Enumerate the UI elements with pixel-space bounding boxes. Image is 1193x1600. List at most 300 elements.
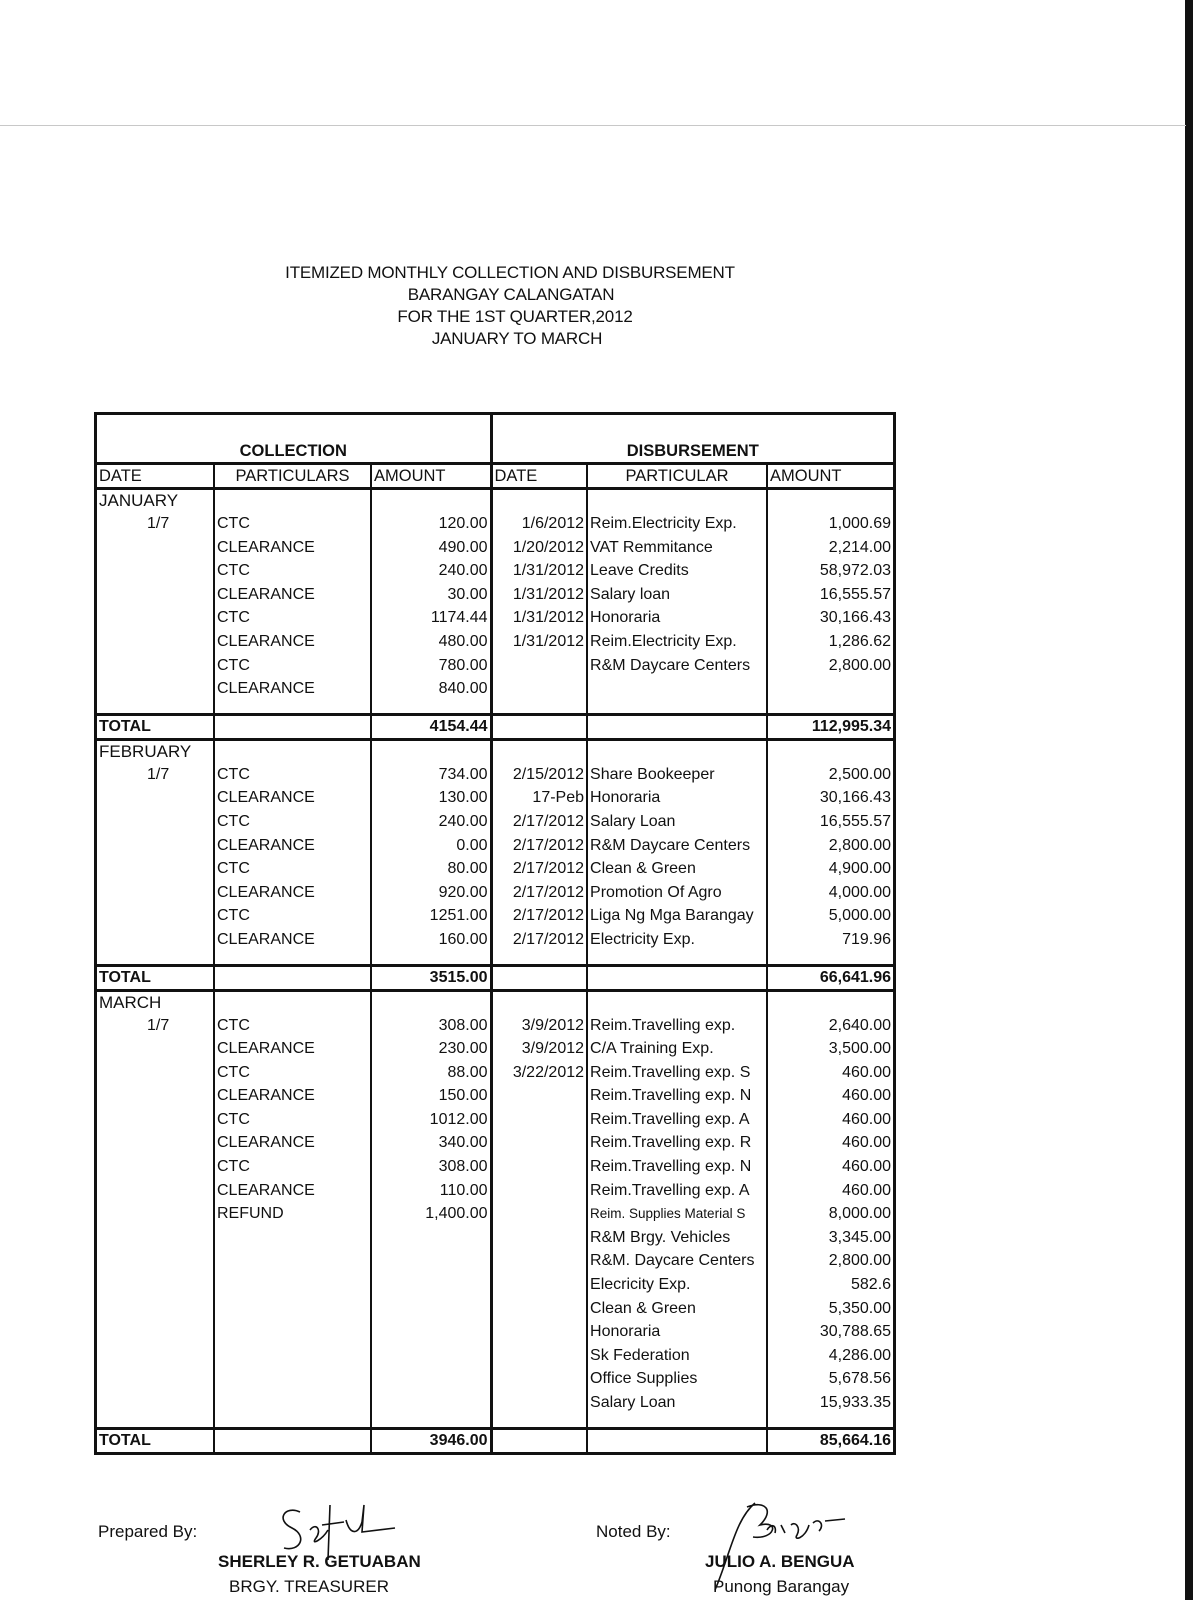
empty-cell [214, 990, 371, 1014]
collection-particulars [214, 1273, 371, 1297]
document-title [230, 262, 790, 350]
collection-section-header: COLLECTION [97, 415, 491, 464]
spacer-row [97, 701, 893, 715]
collection-particulars: CLEARANCE [214, 928, 371, 952]
disbursement-date [491, 1226, 587, 1250]
collection-total: 3515.00 [371, 965, 491, 990]
disbursement-particular: Reim.Travelling exp. A [587, 1179, 767, 1203]
disbursement-particular: Reim.Travelling exp. R [587, 1131, 767, 1155]
collection-particulars: CTC [214, 1061, 371, 1085]
disbursement-amount: 460.00 [842, 1158, 892, 1176]
collection-particulars: CLEARANCE [214, 834, 371, 858]
collection-date: 1/7 [97, 763, 214, 787]
table-row [97, 1297, 893, 1321]
disbursement-date [491, 1179, 587, 1203]
empty-cell [491, 1415, 587, 1429]
empty-cell [214, 714, 371, 739]
collection-particulars: CLEARANCE [214, 536, 371, 560]
empty-cell [97, 1273, 214, 1297]
collection-amount: 80.00 [371, 857, 491, 881]
disbursement-amount: 582.6 [851, 1276, 892, 1294]
disbursement-date [491, 1084, 587, 1108]
col-header-disbursement-date: DATE [491, 464, 587, 489]
collection-particulars: CTC [214, 1108, 371, 1132]
scan-fold-line [0, 125, 1186, 126]
empty-cell [97, 1320, 214, 1344]
collection-amount [371, 1391, 491, 1415]
collection-particulars: CLEARANCE [214, 1179, 371, 1203]
disbursement-date: 2/17/2012 [491, 834, 587, 858]
table-row [97, 857, 893, 881]
disbursement-particular: Clean & Green [587, 1297, 767, 1321]
empty-cell [97, 834, 214, 858]
month-name: FEBRUARY [97, 739, 214, 763]
disbursement-particular: Reim.Travelling exp. N [587, 1084, 767, 1108]
empty-cell [97, 904, 214, 928]
empty-cell [214, 489, 371, 513]
disbursement-amount: 460.00 [842, 1110, 892, 1128]
empty-cell [97, 810, 214, 834]
empty-cell [587, 739, 767, 763]
empty-cell [97, 630, 214, 654]
empty-cell [767, 952, 893, 966]
disbursement-date [491, 1297, 587, 1321]
disbursement-amount: 4,286.00 [828, 1346, 892, 1364]
table-row [97, 1391, 893, 1415]
collection-total: 3946.00 [371, 1428, 491, 1452]
disbursement-particular: R&M Daycare Centers [587, 834, 767, 858]
collection-particulars: CLEARANCE [214, 1084, 371, 1108]
disbursement-particular: Reim.Travelling exp. S [587, 1061, 767, 1085]
disbursement-particular: Honoraria [587, 786, 767, 810]
disbursement-particular: Reim.Travelling exp. [587, 1014, 767, 1038]
col-header-collection-date: DATE [97, 464, 214, 489]
disbursement-amount: 460.00 [842, 1134, 892, 1152]
empty-cell [97, 1367, 214, 1391]
disbursement-particular [587, 677, 767, 701]
empty-cell [587, 990, 767, 1014]
disbursement-amount [767, 677, 893, 701]
collection-amount: 130.00 [371, 786, 491, 810]
empty-cell [97, 654, 214, 678]
table-row [97, 1014, 893, 1038]
collection-date: 1/7 [97, 512, 214, 536]
table-row [97, 677, 893, 701]
table-row [97, 1367, 893, 1391]
disbursement-amount: 30,166.43 [819, 789, 892, 807]
empty-cell [97, 1391, 214, 1415]
collection-amount: 240.00 [371, 559, 491, 583]
disbursement-date [491, 1367, 587, 1391]
empty-cell [97, 1202, 214, 1226]
disbursement-amount: 8,000.00 [828, 1205, 892, 1223]
empty-cell [491, 990, 587, 1014]
collection-amount: 734.00 [371, 763, 491, 787]
collection-amount: 160.00 [371, 928, 491, 952]
table-row [97, 1179, 893, 1203]
disbursement-particular: Office Supplies [587, 1367, 767, 1391]
empty-cell [491, 739, 587, 763]
col-header-disbursement-amount: AMOUNT [767, 464, 893, 489]
disbursement-date [491, 1131, 587, 1155]
collection-particulars: CLEARANCE [214, 786, 371, 810]
collection-amount: 240.00 [371, 810, 491, 834]
spacer-row [97, 952, 893, 966]
disbursement-particular: Salary Loan [587, 810, 767, 834]
disbursement-amount: 2,500.00 [828, 765, 892, 783]
empty-cell [97, 1226, 214, 1250]
table-row [97, 1320, 893, 1344]
treasurer-name: SHERLEY R. GETUABAN [218, 1552, 421, 1571]
disbursement-amount: 460.00 [842, 1063, 892, 1081]
collection-particulars: CLEARANCE [214, 583, 371, 607]
disbursement-particular: Promotion Of Agro [587, 881, 767, 905]
collection-particulars [214, 1367, 371, 1391]
empty-cell [371, 952, 491, 966]
collection-amount: 120.00 [371, 512, 491, 536]
collection-particulars: CLEARANCE [214, 1037, 371, 1061]
collection-amount: 920.00 [371, 881, 491, 905]
empty-cell [587, 952, 767, 966]
empty-cell [587, 1428, 767, 1452]
collection-particulars: CTC [214, 810, 371, 834]
disbursement-particular: Honoraria [587, 1320, 767, 1344]
collection-particulars: CLEARANCE [214, 881, 371, 905]
empty-cell [767, 701, 893, 715]
disbursement-date: 1/6/2012 [491, 512, 587, 536]
collection-amount: 480.00 [371, 630, 491, 654]
empty-cell [97, 606, 214, 630]
disbursement-date: 2/17/2012 [491, 857, 587, 881]
disbursement-amount: 719.96 [842, 930, 892, 948]
disbursement-particular: Honoraria [587, 606, 767, 630]
collection-particulars [214, 1391, 371, 1415]
disbursement-amount: 2,214.00 [828, 538, 892, 556]
empty-cell [97, 1249, 214, 1273]
empty-cell [491, 714, 587, 739]
table-row [97, 583, 893, 607]
empty-cell [214, 952, 371, 966]
empty-cell [97, 536, 214, 560]
disbursement-date: 3/22/2012 [491, 1061, 587, 1085]
disbursement-date: 1/31/2012 [491, 559, 587, 583]
disbursement-date: 2/17/2012 [491, 928, 587, 952]
disbursement-date [491, 1202, 587, 1226]
collection-amount: 1251.00 [371, 904, 491, 928]
table-row [97, 512, 893, 536]
disbursement-date: 17-Peb [491, 786, 587, 810]
disbursement-section-header: DISBURSEMENT [626, 442, 759, 460]
collection-amount: 308.00 [371, 1155, 491, 1179]
collection-amount: 780.00 [371, 654, 491, 678]
empty-cell [97, 1037, 214, 1061]
disbursement-particular: Reim. Supplies Material S [587, 1202, 767, 1226]
collection-amount: 0.00 [371, 834, 491, 858]
table-row [97, 904, 893, 928]
empty-cell [491, 952, 587, 966]
empty-cell [587, 701, 767, 715]
table-row [97, 1202, 893, 1226]
disbursement-date: 2/17/2012 [491, 881, 587, 905]
disbursement-amount: 5,678.56 [828, 1370, 892, 1388]
disbursement-amount: 460.00 [842, 1181, 892, 1199]
month-name: JANUARY [97, 489, 214, 513]
table-row [97, 1344, 893, 1368]
collection-amount: 1174.44 [371, 606, 491, 630]
empty-cell [97, 1344, 214, 1368]
collection-amount: 308.00 [371, 1014, 491, 1038]
disbursement-particular: Salary Loan [587, 1391, 767, 1415]
empty-cell [97, 952, 214, 966]
disbursement-amount: 1,286.62 [828, 632, 892, 650]
collection-particulars: CTC [214, 512, 371, 536]
table-row [97, 1084, 893, 1108]
disbursement-date: 3/9/2012 [491, 1037, 587, 1061]
disbursement-amount: 16,555.57 [819, 585, 892, 603]
collection-particulars: CTC [214, 654, 371, 678]
table-row [97, 1273, 893, 1297]
col-header-disbursement-particular: PARTICULAR [587, 464, 767, 489]
disbursement-particular: Clean & Green [587, 857, 767, 881]
collection-particulars [214, 1344, 371, 1368]
empty-cell [491, 489, 587, 513]
scan-border [1185, 0, 1193, 1600]
empty-cell [587, 1415, 767, 1429]
disbursement-amount: 1,000.69 [828, 515, 892, 532]
empty-cell [97, 583, 214, 607]
disbursement-amount: 15,933.35 [819, 1394, 892, 1411]
disbursement-date [491, 1155, 587, 1179]
table-row [97, 1155, 893, 1179]
disbursement-particular: Salary loan [587, 583, 767, 607]
collection-particulars: CLEARANCE [214, 630, 371, 654]
disbursement-amount: 5,350.00 [828, 1299, 892, 1317]
disbursement-particular: Reim.Electricity Exp. [587, 512, 767, 536]
disbursement-date: 1/31/2012 [491, 630, 587, 654]
total-row [97, 714, 893, 739]
collection-amount [371, 1344, 491, 1368]
collection-particulars [214, 1226, 371, 1250]
table-row [97, 1061, 893, 1085]
empty-cell [587, 489, 767, 513]
collection-amount: 1,400.00 [371, 1202, 491, 1226]
disbursement-date [491, 1320, 587, 1344]
disbursement-total: 85,664.16 [767, 1428, 893, 1452]
collection-particulars: CLEARANCE [214, 1131, 371, 1155]
table-row [97, 1037, 893, 1061]
disbursement-date: 1/31/2012 [491, 583, 587, 607]
disbursement-amount: 16,555.57 [819, 812, 892, 830]
disbursement-date: 3/9/2012 [491, 1014, 587, 1038]
col-header-collection-amount: AMOUNT [371, 464, 491, 489]
collection-particulars: CTC [214, 1155, 371, 1179]
empty-cell [97, 559, 214, 583]
collection-amount [371, 1320, 491, 1344]
collection-particulars: CTC [214, 559, 371, 583]
disbursement-particular: Reim.Travelling exp. A [587, 1108, 767, 1132]
collection-date: 1/7 [97, 1014, 214, 1038]
table-row [97, 810, 893, 834]
disbursement-date [491, 1108, 587, 1132]
empty-cell [491, 701, 587, 715]
disbursement-date: 2/15/2012 [491, 763, 587, 787]
collection-particulars [214, 1297, 371, 1321]
empty-cell [97, 1297, 214, 1321]
disbursement-total: 112,995.34 [767, 714, 893, 739]
table-row [97, 559, 893, 583]
table-row [97, 763, 893, 787]
disbursement-amount: 3,345.00 [828, 1228, 892, 1246]
empty-cell [97, 1108, 214, 1132]
collection-amount: 1012.00 [371, 1108, 491, 1132]
total-label: TOTAL [97, 714, 214, 739]
prepared-by-label: Prepared By: [98, 1522, 198, 1541]
collection-amount: 340.00 [371, 1131, 491, 1155]
empty-cell [214, 739, 371, 763]
collection-particulars: CTC [214, 763, 371, 787]
empty-cell [97, 881, 214, 905]
month-header-row [97, 489, 893, 513]
disbursement-amount: 4,000.00 [828, 883, 892, 901]
title-line-4: JANUARY TO MARCH [431, 329, 603, 348]
empty-cell [767, 990, 893, 1014]
treasurer-role: BRGY. TREASURER [229, 1577, 389, 1596]
disbursement-particular: R&M. Daycare Centers [587, 1249, 767, 1273]
empty-cell [371, 489, 491, 513]
table-row [97, 654, 893, 678]
disbursement-particular: R&M Brgy. Vehicles [587, 1226, 767, 1250]
disbursement-date [491, 1391, 587, 1415]
total-label: TOTAL [97, 965, 214, 990]
disbursement-particular: Electricity Exp. [587, 928, 767, 952]
month-name: MARCH [97, 990, 214, 1014]
disbursement-particular: Sk Federation [587, 1344, 767, 1368]
empty-cell [587, 714, 767, 739]
collection-amount [371, 1249, 491, 1273]
empty-cell [371, 739, 491, 763]
disbursement-date [491, 677, 587, 701]
collection-amount: 110.00 [371, 1179, 491, 1203]
empty-cell [491, 965, 587, 990]
disbursement-amount: 5,000.00 [828, 907, 892, 925]
collection-particulars: CTC [214, 1014, 371, 1038]
disbursement-total: 66,641.96 [767, 965, 893, 990]
empty-cell [97, 786, 214, 810]
disbursement-date: 1/31/2012 [491, 606, 587, 630]
empty-cell [97, 1179, 214, 1203]
disbursement-date [491, 654, 587, 678]
empty-cell [767, 1415, 893, 1429]
collection-particulars: CTC [214, 857, 371, 881]
total-row [97, 965, 893, 990]
collection-particulars: CLEARANCE [214, 677, 371, 701]
disbursement-particular: C/A Training Exp. [587, 1037, 767, 1061]
title-line-3: FOR THE 1ST QUARTER,2012 [397, 307, 633, 326]
empty-cell [97, 1415, 214, 1429]
empty-cell [491, 1428, 587, 1452]
disbursement-amount: 4,900.00 [828, 860, 892, 878]
table-row [97, 1131, 893, 1155]
empty-cell [97, 928, 214, 952]
total-label: TOTAL [97, 1428, 214, 1452]
collection-disbursement-table [94, 412, 896, 1455]
disbursement-particular: Reim.Electricity Exp. [587, 630, 767, 654]
disbursement-amount: 2,800.00 [828, 1252, 892, 1270]
empty-cell [587, 965, 767, 990]
collection-total: 4154.44 [371, 714, 491, 739]
collection-amount: 150.00 [371, 1084, 491, 1108]
empty-cell [97, 1061, 214, 1085]
collection-amount: 30.00 [371, 583, 491, 607]
disbursement-amount: 30,166.43 [819, 609, 892, 627]
disbursement-date [491, 1344, 587, 1368]
collection-particulars [214, 1249, 371, 1273]
table-row [97, 536, 893, 560]
table-row [97, 1226, 893, 1250]
disbursement-date: 2/17/2012 [491, 904, 587, 928]
table-row [97, 1108, 893, 1132]
disbursement-date: 1/20/2012 [491, 536, 587, 560]
disbursement-particular: Leave Credits [587, 559, 767, 583]
collection-particulars: CTC [214, 904, 371, 928]
empty-cell [97, 857, 214, 881]
empty-cell [97, 701, 214, 715]
collection-particulars: REFUND [214, 1202, 371, 1226]
collection-amount: 840.00 [371, 677, 491, 701]
table-row [97, 881, 893, 905]
collection-amount: 490.00 [371, 536, 491, 560]
table-row [97, 834, 893, 858]
total-row [97, 1428, 893, 1452]
collection-particulars [214, 1320, 371, 1344]
empty-cell [214, 1415, 371, 1429]
disbursement-amount: 2,640.00 [828, 1016, 892, 1034]
empty-cell [371, 701, 491, 715]
disbursement-particular: VAT Remmitance [587, 536, 767, 560]
disbursement-amount: 30,788.65 [819, 1323, 892, 1341]
disbursement-particular: Liga Ng Mga Barangay [587, 904, 767, 928]
empty-cell [214, 701, 371, 715]
disbursement-particular: R&M Daycare Centers [587, 654, 767, 678]
collection-amount [371, 1297, 491, 1321]
col-header-collection-particulars: PARTICULARS [214, 464, 371, 489]
empty-cell [214, 1428, 371, 1452]
empty-cell [371, 990, 491, 1014]
disbursement-date [491, 1273, 587, 1297]
disbursement-particular: Reim.Travelling exp. N [587, 1155, 767, 1179]
empty-cell [767, 739, 893, 763]
month-header-row [97, 990, 893, 1014]
collection-amount [371, 1273, 491, 1297]
collection-amount [371, 1226, 491, 1250]
disbursement-amount: 2,800.00 [828, 656, 892, 674]
table-row [97, 606, 893, 630]
empty-cell [97, 1084, 214, 1108]
spacer-row [97, 1415, 893, 1429]
empty-cell [97, 1155, 214, 1179]
title-line-1: ITEMIZED MONTHLY COLLECTION AND DISBURSEMENT [285, 263, 735, 282]
punong-barangay-name: JULIO A. BENGUA [705, 1552, 855, 1571]
empty-cell [97, 1131, 214, 1155]
disbursement-particular: Share Bookeeper [587, 763, 767, 787]
punong-barangay-role: Punong Barangay [713, 1577, 850, 1596]
collection-amount [371, 1367, 491, 1391]
empty-cell [97, 677, 214, 701]
ledger-body [97, 489, 893, 1452]
empty-cell [767, 489, 893, 513]
disbursement-amount: 2,800.00 [828, 836, 892, 854]
disbursement-amount: 460.00 [842, 1087, 892, 1105]
